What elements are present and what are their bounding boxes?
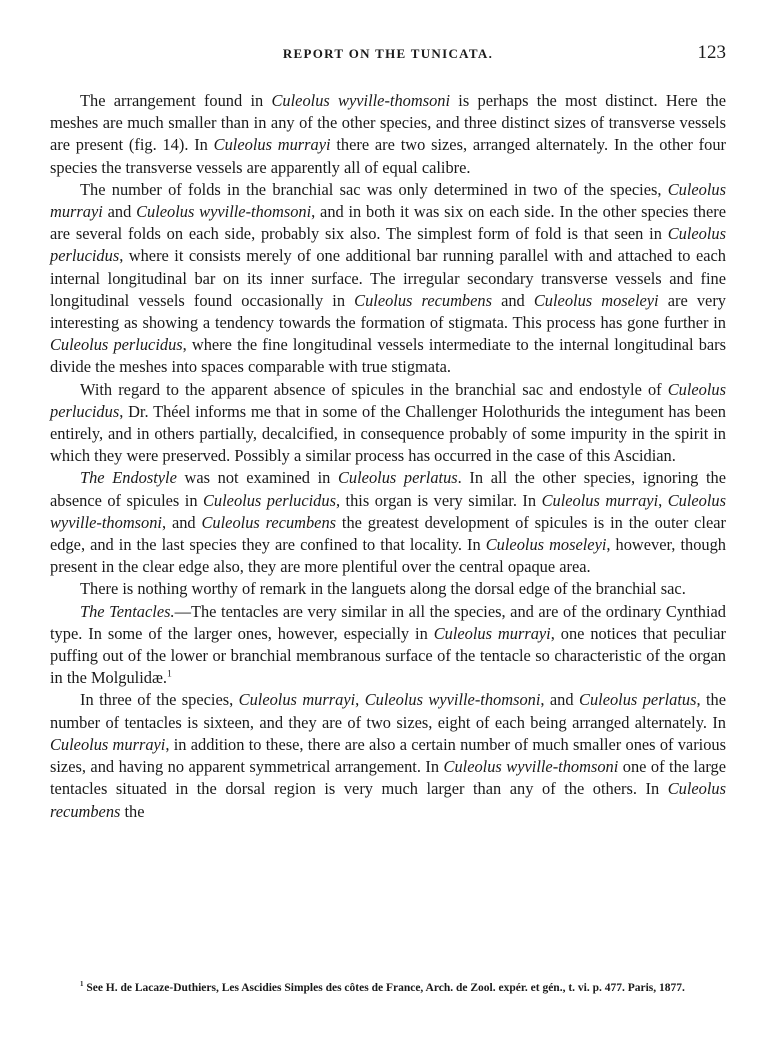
page-number: 123 xyxy=(697,42,726,63)
text-run: the greatest development of spicules is in the outer clear edge, and in the last species they are confined to that locality. In xyxy=(50,512,726,555)
italic-text: Culeolus perlucidus xyxy=(50,335,183,355)
page-header xyxy=(50,42,726,68)
italic-text: Culeolus perlatus xyxy=(338,468,458,488)
text-run: , and in both it was six on each side. In the other species there are several folds on each side, probably six also. The simplest form of fold is that seen in xyxy=(50,202,726,244)
text-run: there are two sizes, arranged alternately. In the other four species the transverse vessels are apparently all of equal calibre. xyxy=(50,135,726,177)
italic-text: Culeolus recumbens xyxy=(354,290,492,310)
text-run: , and xyxy=(161,512,202,532)
italic-text: Culeolus wyville-thomsoni xyxy=(50,490,726,532)
text-run: In three of the species, xyxy=(80,690,239,710)
italic-text: Culeolus moseleyi xyxy=(533,290,659,310)
paragraph xyxy=(50,578,726,600)
text-run: The number of folds in the branchial sac was only determined in two of the species, xyxy=(80,179,668,199)
paragraph xyxy=(50,689,726,822)
italic-text: Culeolus wyville-thomsoni xyxy=(271,91,451,110)
italic-text: Culeolus murrayi xyxy=(50,734,166,754)
text-run: There is nothing worthy of remark in the languets along the dorsal edge of the branchial sac. xyxy=(80,579,686,599)
text-run: , xyxy=(658,490,668,510)
text-run: , one notices that peculiar puffing out of the lower or branchial membranous surface of the tentacle so characteristic of the organ in the Molgulidæ. xyxy=(50,623,726,688)
italic-text: The Tentacles. xyxy=(80,601,175,621)
footnote-text: See H. de Lacaze-Duthiers, Les Ascidies Simples des côtes de France, Arch. de Zool. expér. et gén., t. vi. p. 477. Paris, 1877. xyxy=(86,982,685,994)
body-text xyxy=(50,90,726,823)
paragraph xyxy=(50,601,726,690)
italic-text: Culeolus recumbens xyxy=(201,512,337,532)
footnote-marker: 1 xyxy=(80,981,84,989)
italic-text: Culeolus wyville-thomsoni xyxy=(136,202,312,222)
italic-text: Culeolus wyville-thomsoni xyxy=(364,690,541,710)
text-run: , and xyxy=(540,690,580,710)
text-run: and xyxy=(491,290,534,310)
italic-text: Culeolus moseleyi xyxy=(485,535,607,555)
italic-text: Culeolus perlatus xyxy=(579,690,697,710)
italic-text: Culeolus murrayi xyxy=(541,490,659,510)
text-run: , xyxy=(355,690,365,710)
footnote-reference: 1 xyxy=(167,668,172,680)
paragraph xyxy=(50,467,726,578)
paragraph xyxy=(50,379,726,468)
text-run: The arrangement found in xyxy=(80,91,272,110)
text-run: —The tentacles are very similar in all the species, and are of the ordinary Cynthiad type. In some of the larger ones, however, especially in xyxy=(50,601,727,643)
paragraph xyxy=(50,90,726,179)
text-run: , however, though present in the clear edge also, they are more plentiful over the central opaque area. xyxy=(50,535,726,577)
italic-text: Culeolus perlucidus xyxy=(50,379,726,421)
text-run: , where the fine longitudinal vessels intermediate to the internal longitudinal bars divide the meshes into spaces comparable with true stigmata. xyxy=(50,335,726,377)
text-run: was not examined in xyxy=(176,468,338,488)
italic-text: The Endostyle xyxy=(80,468,177,488)
text-run: , this organ is very similar. In xyxy=(335,490,542,510)
footnote xyxy=(50,980,726,996)
italic-text: Culeolus murrayi xyxy=(50,179,726,222)
paragraph xyxy=(50,179,726,379)
italic-text: Culeolus murrayi xyxy=(433,623,551,643)
text-run: With regard to the apparent absence of spicules in the branchial sac and endostyle of xyxy=(80,379,668,399)
text-run: is perhaps the most distinct. Here the meshes are much smaller than in any of the other species, and three distinct sizes of transverse vessels are present (fig. 14). In xyxy=(50,91,726,155)
text-run: . In all the other species, ignoring the absence of spicules in xyxy=(50,468,726,510)
running-title: REPORT ON THE TUNICATA. xyxy=(282,46,494,61)
text-run: one of the large tentacles situated in the dorsal region is very much larger than any of the others. In xyxy=(50,757,726,799)
text-run: , in addition to these, there are also a certain number of much smaller ones of various sizes, and having no apparent symmetrical arrangement. In xyxy=(50,734,726,777)
italic-text: Culeolus perlucidus xyxy=(50,224,726,266)
text-run: are very interesting as showing a tendency towards the formation of stigmata. This process has gone further in xyxy=(50,290,726,333)
italic-text: Culeolus perlucidus xyxy=(203,490,336,510)
italic-text: Culeolus murrayi xyxy=(238,690,356,710)
text-run: the xyxy=(120,801,145,821)
text-run: and xyxy=(102,202,137,222)
italic-text: Culeolus recumbens xyxy=(50,779,726,821)
text-run: , Dr. Théel informs me that in some of the Challenger Holothurids the integument has been entirely, and in others partially, decalcified, in consequence probably of some impurity in the spirit in which they were preserved. Possibly a similar process has occurred in the case of this Ascidian. xyxy=(50,401,726,466)
text-run: , where it consists merely of one additional bar running parallel with and attached to each internal longitudinal bar on its inner surface. The irregular secondary transverse vessels and fine longitudinal vessels found occasionally in xyxy=(50,246,726,310)
italic-text: Culeolus wyville-thomsoni xyxy=(443,757,619,777)
text-run: , the number of tentacles is sixteen, and they are of two sizes, eight of each being arranged alternately. In xyxy=(50,690,726,732)
italic-text: Culeolus murrayi xyxy=(213,135,331,155)
